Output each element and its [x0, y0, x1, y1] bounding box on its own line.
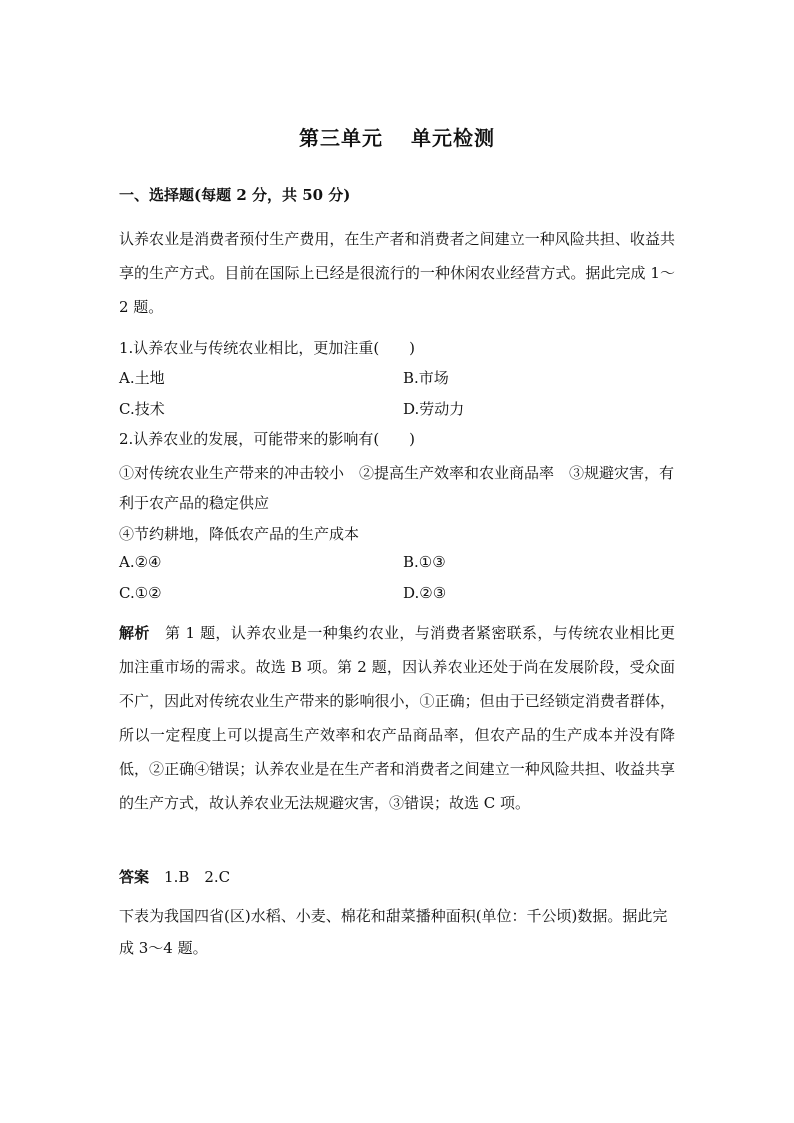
q2-statements-1-3: ①对传统农业生产带来的冲击较小 ②提高生产效率和农业商品率 ③规避灾害，有利于农产品的稳定供应 [119, 464, 675, 512]
page-title [0, 122, 794, 151]
q1-option-c: C.技术 [119, 400, 165, 418]
q2-stem: 2.认养农业的发展，可能带来的影响有( ) [119, 430, 416, 448]
q2-statement-4: ④节约耕地，降低农产品的生产成本 [119, 525, 360, 543]
q1-option-a: A.土地 [119, 369, 165, 387]
intro-q1-q2: 认养农业是消费者预付生产费用，在生产者和消费者之间建立一种风险共担、收益共享的生产方式。目前在国际上已经是很流行的一种休闲农业经营方式。据此完成 1～2 题。 [119, 230, 675, 316]
q2-option-d: D.②③ [403, 584, 447, 602]
analysis-text: 第 1 题，认养农业是一种集约农业，与消费者紧密联系，与传统农业相比更加注重市场的需求。故选 B 项。第 2 题，因认养农业还处于尚在发展阶段，受众面不广，因此对传统农业生产带来的影响很小，①正确；但由于已经锁定消费者群体，所以一定程度上可以提高生产效率和农产品商品率，但农产品的生产成本并没有降低，②正确④错误；认养农业是在生产者和消费者之间建立一种风险共担、收益共享的生产方式，故认养农业无法规避灾害，③错误；故选 C 项。 [119, 624, 675, 812]
intro-q3-q4: 下表为我国四省(区)水稻、小麦、棉花和甜菜播种面积(单位：千公顷)数据。据此完成 3～4 题。 [119, 907, 668, 957]
q2-option-c: C.①② [119, 584, 162, 602]
answer-text: 1.B 2.C [164, 868, 231, 886]
q2-option-b: B.①③ [403, 553, 446, 571]
q1-option-d: D.劳动力 [403, 400, 465, 418]
q1-option-b: B.市场 [403, 369, 449, 387]
answer-label: 答案 [119, 868, 150, 886]
title-unit: 第三单元 [299, 126, 383, 150]
title-test: 单元检测 [411, 126, 495, 150]
analysis-label: 解析 [119, 624, 150, 642]
answer-line [119, 866, 230, 887]
analysis-block [119, 616, 675, 820]
q2-option-a: A.②④ [119, 553, 162, 571]
section-heading: 一、选择题(每题 2 分，共 50 分) [119, 186, 351, 204]
q1-stem: 1.认养农业与传统农业相比，更加注重( ) [119, 339, 416, 357]
